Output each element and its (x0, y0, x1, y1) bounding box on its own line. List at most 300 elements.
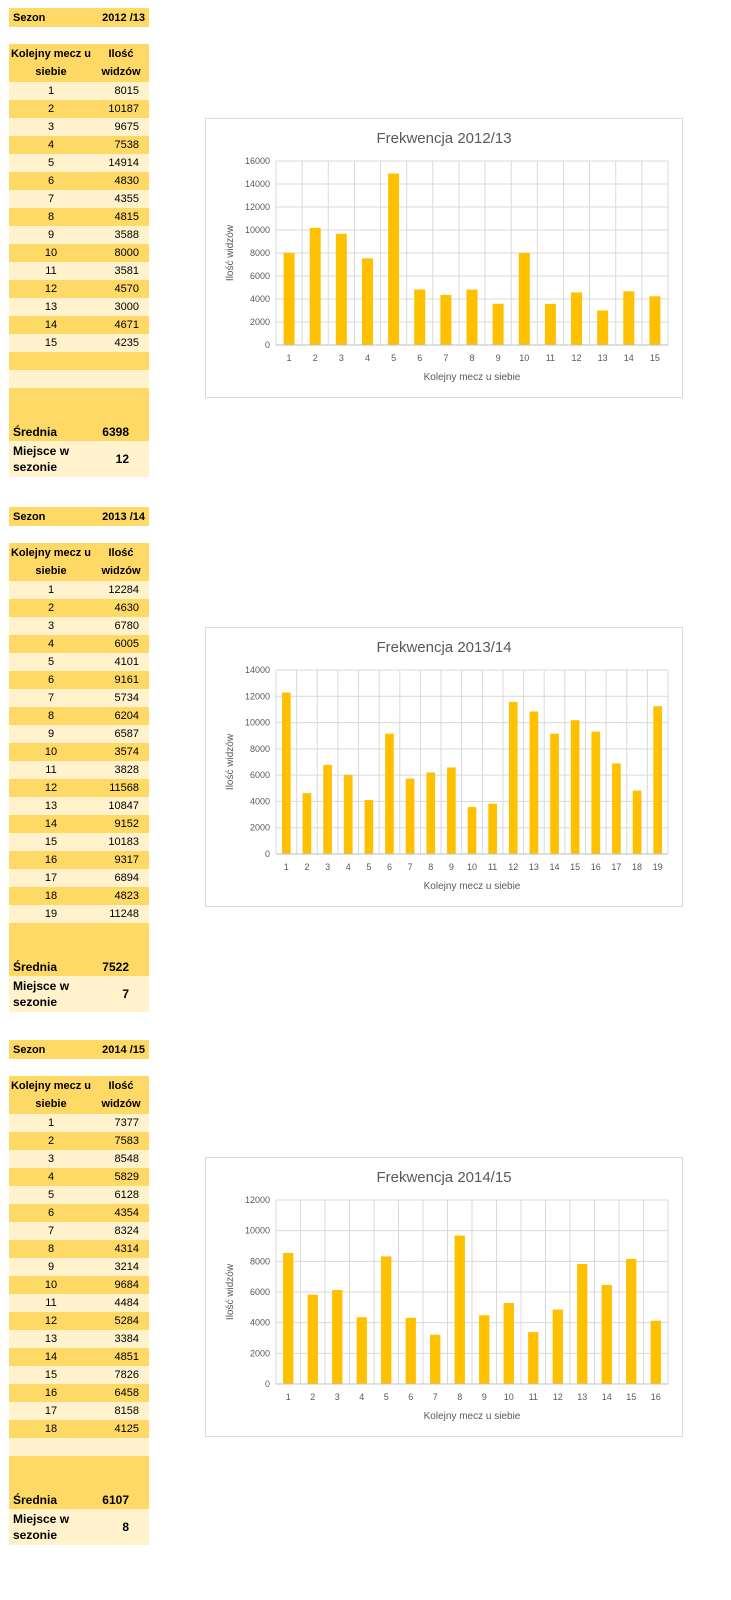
season-value: 2013 /14 (102, 510, 145, 523)
chart-title: Frekwencja 2014/15 (376, 1169, 512, 1186)
viewers-count: 4851 (93, 1348, 149, 1366)
bar (493, 304, 504, 345)
bar (362, 258, 373, 345)
season-block-2012 (9, 8, 149, 477)
y-axis-title: Ilość widzów (225, 733, 236, 791)
viewers-count: 6780 (93, 617, 149, 635)
table-row (9, 1132, 149, 1150)
attendance-table (9, 1076, 149, 1438)
average-value: 6398 (102, 425, 129, 439)
average-value: 6107 (102, 1493, 129, 1507)
bar (406, 779, 415, 854)
chart-2012 (205, 118, 683, 398)
y-tick-label: 2000 (249, 1348, 270, 1359)
viewers-count: 14914 (93, 154, 149, 172)
bar (303, 793, 312, 854)
table-row (9, 617, 149, 635)
viewers-count: 6005 (93, 635, 149, 653)
season-header (9, 8, 149, 27)
match-number: 11 (9, 1294, 93, 1312)
column-header-match: Kolejny mecz u siebie (9, 543, 93, 581)
column-header-match: Kolejny mecz u siebie (9, 44, 93, 82)
bar (602, 1285, 612, 1384)
x-tick-label: 14 (549, 862, 560, 872)
viewers-count: 4355 (93, 190, 149, 208)
bar-chart-svg (206, 119, 682, 397)
match-number: 4 (9, 1168, 93, 1186)
table-row (9, 118, 149, 136)
y-tick-label: 10000 (244, 225, 270, 235)
viewers-count: 7377 (93, 1114, 149, 1132)
column-header-viewers: Ilość widzów (93, 44, 149, 82)
table-row (9, 833, 149, 851)
viewers-count: 4484 (93, 1294, 149, 1312)
match-number: 14 (9, 316, 93, 334)
bar (323, 765, 332, 854)
place-label: Miejsce w sezonie (13, 979, 70, 1009)
viewers-count: 9152 (93, 815, 149, 833)
x-tick-label: 5 (366, 862, 372, 872)
x-tick-label: 13 (528, 862, 539, 872)
x-axis-title: Kolejny mecz u siebie (423, 881, 521, 892)
bar (612, 763, 621, 854)
bar (653, 706, 662, 854)
bar (468, 807, 477, 854)
y-tick-label: 8000 (249, 1256, 270, 1267)
table-row (9, 190, 149, 208)
table-row (9, 172, 149, 190)
match-number: 14 (9, 1348, 93, 1366)
match-number: 8 (9, 1240, 93, 1258)
table-row (9, 280, 149, 298)
match-number: 18 (9, 887, 93, 905)
x-tick-label: 10 (466, 862, 478, 872)
bar-chart-svg (206, 1158, 682, 1436)
table-row (9, 244, 149, 262)
match-number: 1 (9, 581, 93, 599)
x-tick-label: 1 (283, 862, 289, 872)
place-label: Miejsce w sezonie (13, 444, 70, 474)
viewers-count: 4630 (93, 599, 149, 617)
viewers-count: 10183 (93, 833, 149, 851)
chart-2013 (205, 627, 683, 907)
bar (447, 767, 456, 854)
y-tick-label: 2000 (249, 822, 270, 833)
column-header-viewers: Ilość widzów (93, 1076, 149, 1114)
viewers-count: 5734 (93, 689, 149, 707)
match-number: 12 (9, 280, 93, 298)
x-tick-label: 8 (457, 1392, 463, 1402)
bar (430, 1335, 440, 1384)
average-row (9, 923, 149, 976)
table-row (9, 599, 149, 617)
viewers-count: 3574 (93, 743, 149, 761)
table-row (9, 635, 149, 653)
match-number: 6 (9, 671, 93, 689)
viewers-count: 7538 (93, 136, 149, 154)
y-axis-title: Ilość widzów (225, 1263, 236, 1321)
viewers-count: 4354 (93, 1204, 149, 1222)
match-number: 3 (9, 1150, 93, 1168)
x-tick-label: 9 (481, 1392, 487, 1402)
table-row (9, 1384, 149, 1402)
viewers-count: 8015 (93, 82, 149, 100)
season-header (9, 1040, 149, 1059)
bar (550, 734, 559, 854)
viewers-count: 9161 (93, 671, 149, 689)
season-label: Sezon (13, 11, 46, 24)
y-tick-label: 14000 (244, 179, 270, 189)
bar (440, 295, 451, 345)
x-tick-label: 12 (508, 862, 519, 872)
y-tick-label: 16000 (244, 156, 270, 166)
table-row (9, 1312, 149, 1330)
viewers-count: 6587 (93, 725, 149, 743)
bar (388, 173, 399, 345)
average-row (9, 388, 149, 441)
x-axis-title: Kolejny mecz u siebie (423, 1411, 521, 1422)
match-number: 13 (9, 1330, 93, 1348)
x-tick-label: 12 (552, 1392, 563, 1402)
average-label: Średnia (13, 1493, 58, 1507)
y-tick-label: 10000 (244, 1225, 270, 1236)
y-tick-label: 4000 (249, 796, 270, 807)
match-number: 12 (9, 1312, 93, 1330)
bar (509, 702, 518, 854)
table-row (9, 1330, 149, 1348)
y-tick-label: 6000 (249, 1287, 270, 1297)
chart-2014 (205, 1157, 683, 1437)
x-tick-label: 9 (495, 353, 501, 363)
viewers-count: 3588 (93, 226, 149, 244)
match-number: 13 (9, 797, 93, 815)
match-number: 9 (9, 725, 93, 743)
viewers-count: 4101 (93, 653, 149, 671)
x-tick-label: 3 (338, 353, 344, 363)
table-row (9, 1114, 149, 1132)
bar (553, 1310, 563, 1384)
x-tick-label: 16 (590, 862, 601, 872)
y-tick-label: 12000 (244, 202, 270, 212)
table-row (9, 743, 149, 761)
bar (310, 228, 321, 345)
x-tick-label: 3 (325, 862, 331, 872)
x-tick-label: 12 (571, 353, 582, 363)
bar (571, 292, 582, 345)
viewers-count: 11568 (93, 779, 149, 797)
viewers-count: 6128 (93, 1186, 149, 1204)
x-tick-label: 1 (285, 1392, 291, 1402)
x-tick-label: 2 (304, 862, 310, 872)
viewers-count: 4570 (93, 280, 149, 298)
table-row (9, 1294, 149, 1312)
table-row (9, 1150, 149, 1168)
match-number: 8 (9, 208, 93, 226)
x-tick-label: 18 (632, 862, 643, 872)
viewers-count: 5284 (93, 1312, 149, 1330)
table-row (9, 1420, 149, 1438)
match-number: 15 (9, 833, 93, 851)
x-tick-label: 8 (469, 353, 475, 363)
x-tick-label: 5 (383, 1392, 389, 1402)
x-tick-label: 3 (334, 1392, 340, 1402)
chart-title: Frekwencja 2012/13 (376, 130, 512, 147)
viewers-count: 4815 (93, 208, 149, 226)
table-row (9, 1240, 149, 1258)
table-row (9, 707, 149, 725)
match-number: 5 (9, 653, 93, 671)
table-row (9, 1276, 149, 1294)
y-tick-label: 8000 (249, 248, 270, 258)
table-row (9, 1402, 149, 1420)
match-number: 14 (9, 815, 93, 833)
place-row (9, 976, 149, 1012)
match-number: 10 (9, 1276, 93, 1294)
table-row (9, 725, 149, 743)
y-axis-title: Ilość widzów (225, 224, 236, 282)
bar (336, 234, 347, 345)
x-axis-title: Kolejny mecz u siebie (423, 372, 521, 383)
x-tick-label: 17 (611, 862, 622, 872)
y-tick-label: 0 (264, 340, 270, 350)
table-row (9, 334, 149, 352)
match-number: 17 (9, 1402, 93, 1420)
table-row (9, 581, 149, 599)
x-tick-label: 5 (391, 353, 397, 363)
x-tick-label: 11 (545, 353, 556, 363)
table-row (9, 797, 149, 815)
bar (344, 775, 353, 854)
y-tick-label: 10000 (244, 717, 270, 728)
match-number: 1 (9, 82, 93, 100)
place-row (9, 1509, 149, 1545)
y-tick-label: 14000 (244, 665, 270, 675)
match-number: 15 (9, 1366, 93, 1384)
table-row (9, 208, 149, 226)
table-row (9, 905, 149, 923)
table-row (9, 653, 149, 671)
viewers-count: 6458 (93, 1384, 149, 1402)
x-tick-label: 10 (519, 353, 530, 363)
bar (283, 1253, 293, 1384)
match-number: 5 (9, 154, 93, 172)
viewers-count: 3828 (93, 761, 149, 779)
table-row (9, 761, 149, 779)
viewers-count: 3214 (93, 1258, 149, 1276)
bar (332, 1290, 342, 1384)
table-row (9, 1204, 149, 1222)
bar (467, 290, 478, 345)
match-number: 13 (9, 298, 93, 316)
table-row (9, 887, 149, 905)
viewers-count: 10847 (93, 797, 149, 815)
bar (357, 1317, 367, 1384)
match-number: 9 (9, 226, 93, 244)
x-tick-label: 15 (570, 862, 581, 872)
x-tick-label: 15 (626, 1392, 637, 1402)
place-value: 7 (122, 987, 129, 1001)
bar (626, 1259, 636, 1384)
viewers-count: 8158 (93, 1402, 149, 1420)
y-tick-label: 2000 (249, 317, 270, 327)
table-row (9, 671, 149, 689)
y-tick-label: 0 (264, 1379, 270, 1389)
x-tick-label: 11 (528, 1392, 538, 1402)
table-row (9, 316, 149, 334)
average-label: Średnia (13, 960, 58, 974)
bar (649, 296, 660, 345)
match-number: 11 (9, 761, 93, 779)
table-row (9, 82, 149, 100)
season-value: 2012 /13 (102, 11, 145, 24)
table-row (9, 136, 149, 154)
x-tick-label: 6 (386, 862, 392, 872)
match-number: 16 (9, 1384, 93, 1402)
place-value: 12 (115, 452, 129, 466)
bar (571, 720, 580, 854)
x-tick-label: 9 (448, 862, 454, 872)
match-number: 10 (9, 743, 93, 761)
match-number: 6 (9, 1204, 93, 1222)
x-tick-label: 19 (652, 862, 663, 872)
match-number: 15 (9, 334, 93, 352)
viewers-count: 11248 (93, 905, 149, 923)
bar (504, 1303, 514, 1384)
viewers-count: 3000 (93, 298, 149, 316)
y-tick-label: 4000 (249, 1317, 270, 1328)
bar (633, 791, 642, 854)
table-row (9, 1258, 149, 1276)
x-tick-label: 2 (310, 1392, 316, 1402)
x-tick-label: 14 (623, 353, 634, 363)
season-value: 2014 /15 (102, 1043, 145, 1056)
match-number: 4 (9, 635, 93, 653)
x-tick-label: 10 (503, 1392, 514, 1402)
average-row (9, 1456, 149, 1509)
table-row (9, 815, 149, 833)
x-tick-label: 8 (428, 862, 434, 872)
table-row (9, 100, 149, 118)
viewers-count: 6204 (93, 707, 149, 725)
match-number: 9 (9, 1258, 93, 1276)
match-number: 17 (9, 869, 93, 887)
match-number: 19 (9, 905, 93, 923)
season-block-2014 (9, 1040, 149, 1545)
x-tick-label: 4 (359, 1392, 365, 1402)
y-tick-label: 8000 (249, 743, 270, 754)
bar (455, 1236, 465, 1384)
table-row (9, 1222, 149, 1240)
table-row (9, 869, 149, 887)
match-number: 18 (9, 1420, 93, 1438)
x-tick-label: 2 (312, 353, 318, 363)
table-row (9, 154, 149, 172)
bar (365, 800, 374, 854)
match-number: 3 (9, 617, 93, 635)
match-number: 2 (9, 1132, 93, 1150)
viewers-count: 5829 (93, 1168, 149, 1186)
x-tick-label: 11 (487, 862, 498, 872)
average-value: 7522 (102, 960, 129, 974)
table-row (9, 1168, 149, 1186)
bar (591, 732, 600, 854)
season-label: Sezon (13, 510, 46, 523)
bar (282, 693, 291, 854)
bar (577, 1264, 587, 1384)
table-row (9, 226, 149, 244)
y-tick-label: 4000 (249, 294, 270, 304)
viewers-count: 8548 (93, 1150, 149, 1168)
viewers-count: 3384 (93, 1330, 149, 1348)
match-number: 4 (9, 136, 93, 154)
match-number: 8 (9, 707, 93, 725)
match-number: 7 (9, 1222, 93, 1240)
x-tick-label: 14 (601, 1392, 612, 1402)
average-label: Średnia (13, 425, 58, 439)
column-header-viewers: Ilość widzów (93, 543, 149, 581)
viewers-count: 7583 (93, 1132, 149, 1150)
table-row (9, 851, 149, 869)
viewers-count: 12284 (93, 581, 149, 599)
y-tick-label: 12000 (244, 1195, 270, 1205)
match-number: 2 (9, 599, 93, 617)
x-tick-label: 16 (650, 1392, 661, 1402)
bar (385, 734, 394, 854)
x-tick-label: 4 (345, 862, 351, 872)
match-number: 10 (9, 244, 93, 262)
x-tick-label: 15 (649, 353, 660, 363)
viewers-count: 9684 (93, 1276, 149, 1294)
bar (528, 1332, 538, 1384)
table-row (9, 298, 149, 316)
viewers-count: 3581 (93, 262, 149, 280)
attendance-table (9, 543, 149, 923)
x-tick-label: 4 (364, 353, 370, 363)
viewers-count: 10187 (93, 100, 149, 118)
viewers-count: 9317 (93, 851, 149, 869)
bar (414, 289, 425, 345)
viewers-count: 4235 (93, 334, 149, 352)
table-row (9, 1366, 149, 1384)
viewers-count: 4314 (93, 1240, 149, 1258)
bar (488, 804, 497, 854)
bar-chart-svg (206, 628, 682, 906)
x-tick-label: 7 (407, 862, 413, 872)
viewers-count: 7826 (93, 1366, 149, 1384)
match-number: 11 (9, 262, 93, 280)
bar (651, 1321, 661, 1384)
season-label: Sezon (13, 1043, 46, 1056)
place-label: Miejsce w sezonie (13, 1512, 70, 1542)
y-tick-label: 12000 (244, 691, 270, 702)
bar (426, 772, 435, 854)
x-tick-label: 13 (597, 353, 608, 363)
match-number: 12 (9, 779, 93, 797)
y-tick-label: 0 (264, 849, 270, 859)
bar (381, 1256, 391, 1384)
x-tick-label: 7 (443, 353, 449, 363)
bar (284, 253, 295, 345)
bar (623, 291, 634, 345)
match-number: 7 (9, 689, 93, 707)
match-number: 6 (9, 172, 93, 190)
bar (519, 253, 530, 345)
table-row (9, 262, 149, 280)
y-tick-label: 6000 (249, 271, 270, 281)
bar (530, 711, 539, 854)
match-number: 5 (9, 1186, 93, 1204)
viewers-count: 4830 (93, 172, 149, 190)
